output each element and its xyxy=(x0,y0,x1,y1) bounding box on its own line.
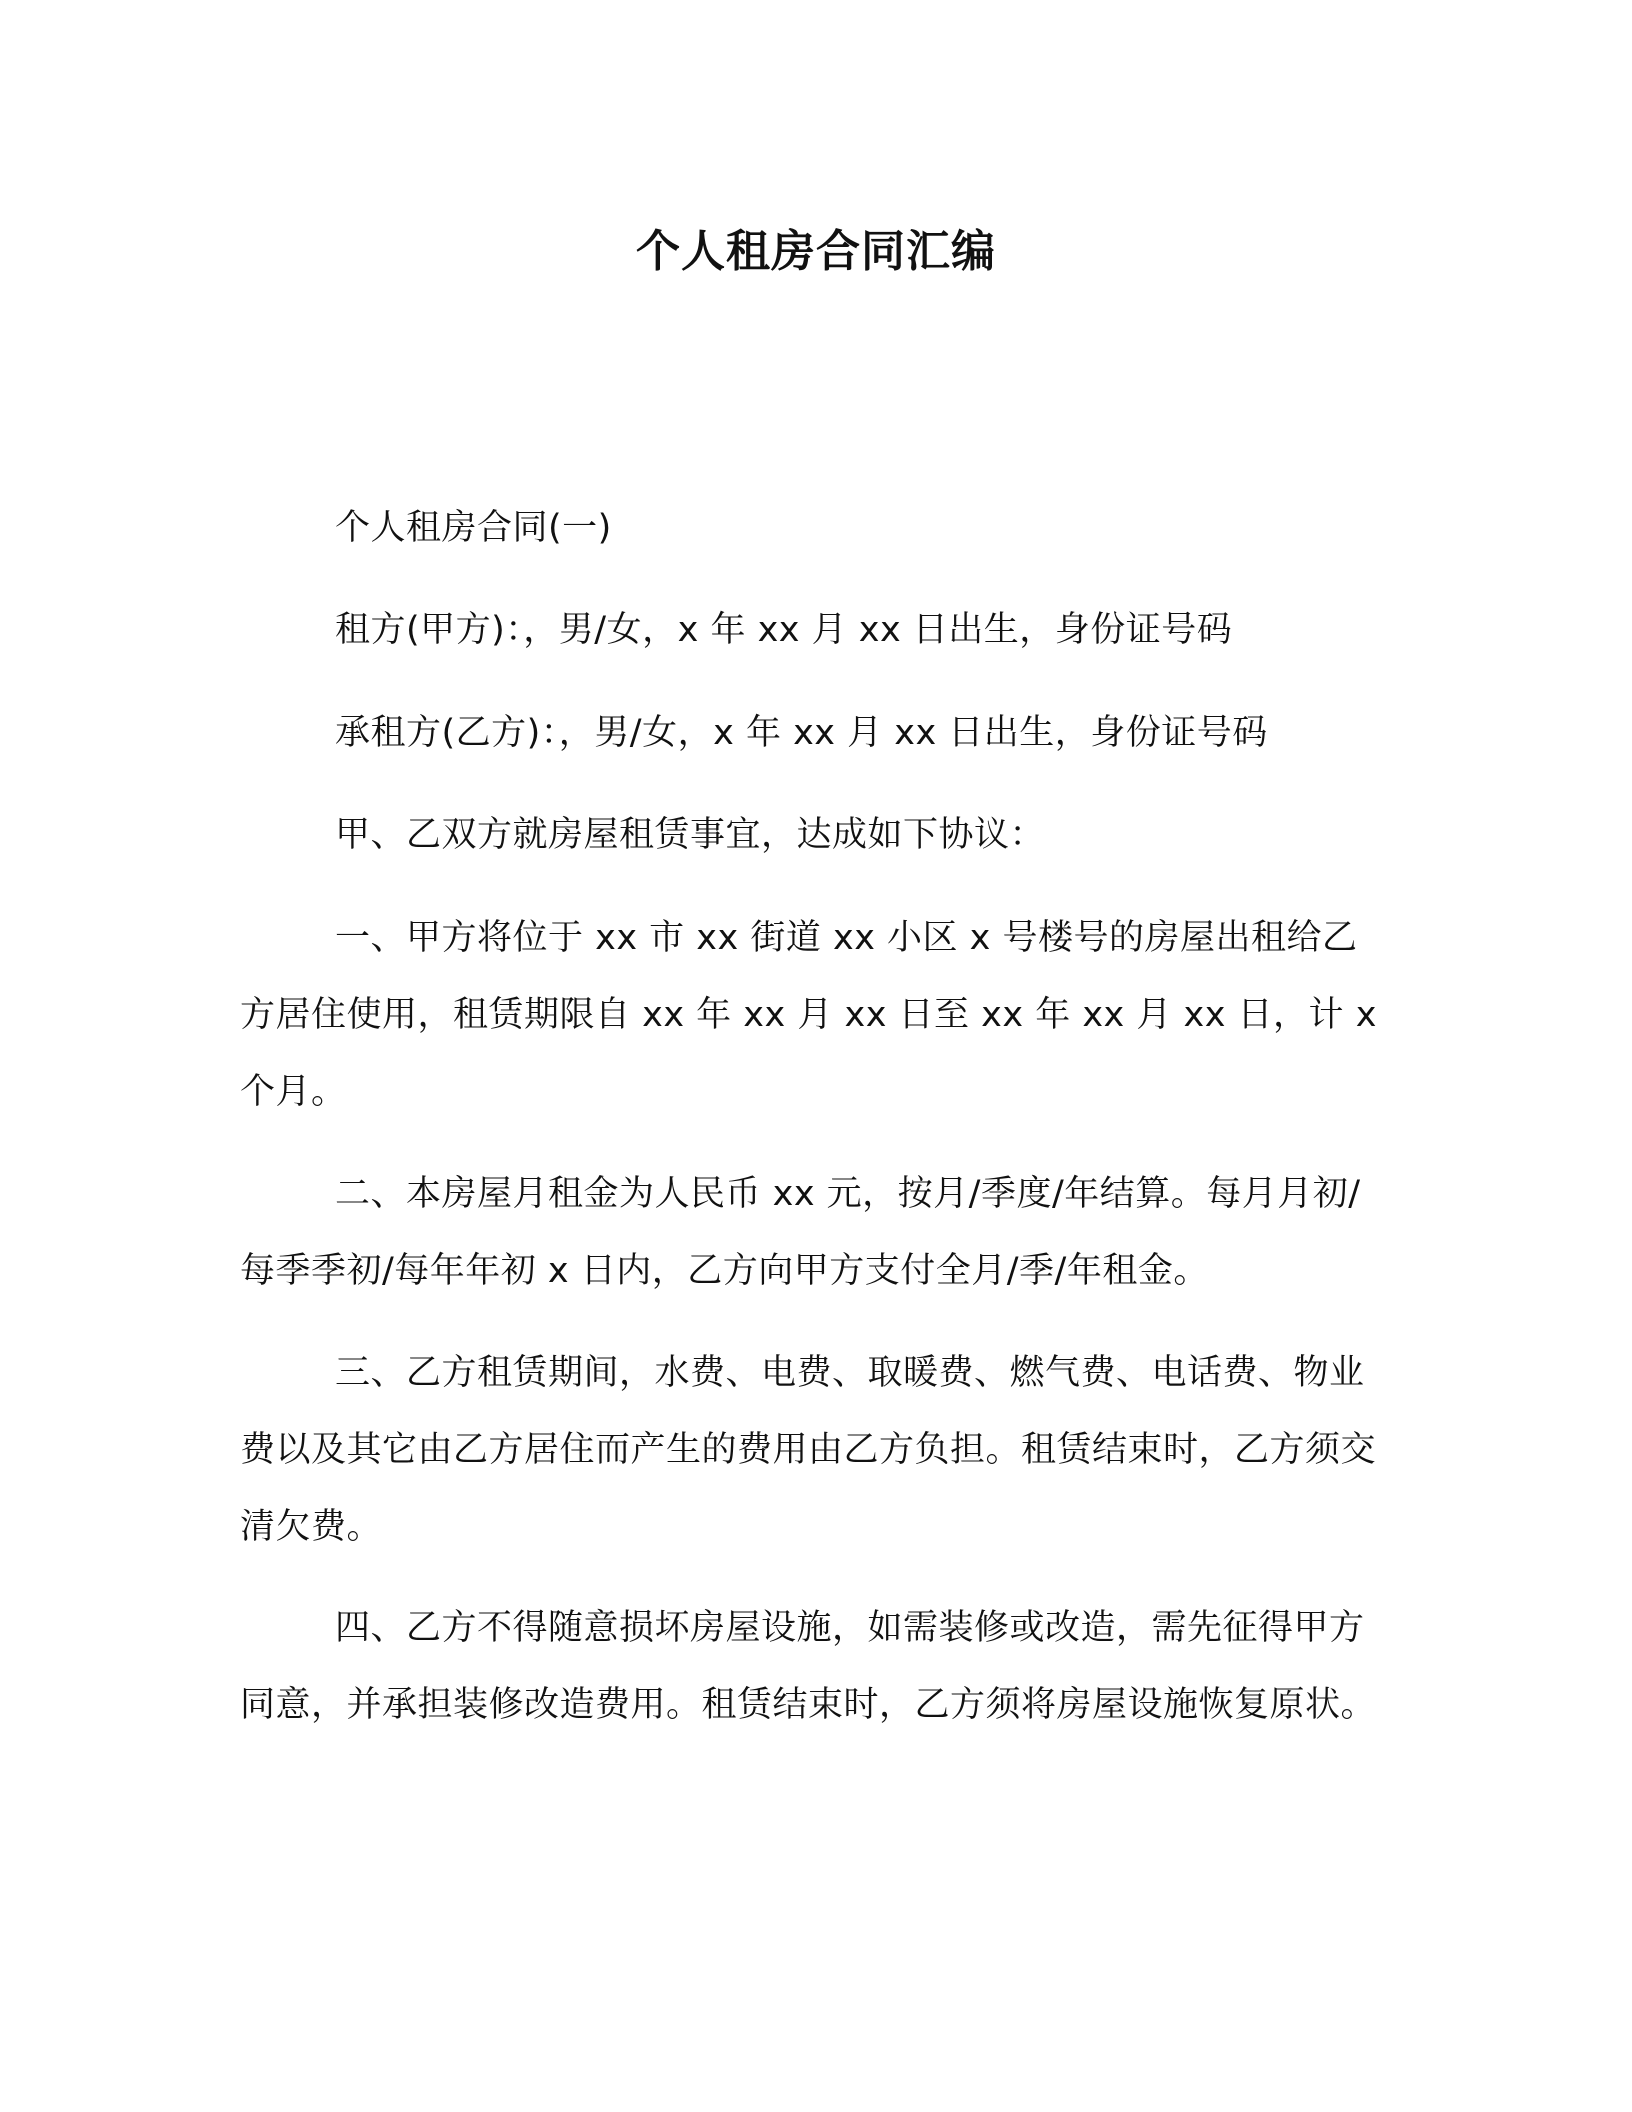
document-title: 个人租房合同汇编 xyxy=(636,226,996,277)
paragraph-clause-2: 二、本房屋月租金为人民币 xx 元，按月/季度/年结算。每月月初/每季季初/每年年初 x 日内，乙方向甲方支付全月/季/年租金。 xyxy=(240,1174,1361,1291)
paragraph-clause-4: 四、乙方不得随意损坏房屋设施，如需装修或改造，需先征得甲方同意，并承担装修改造费用。租赁结束时，乙方须将房屋设施恢复原状。 xyxy=(240,1608,1377,1725)
paragraph-clause-3: 三、乙方租赁期间，水费、电费、取暖费、燃气费、电话费、物业费以及其它由乙方居住而产生的费用由乙方负担。租赁结束时，乙方须交清欠费。 xyxy=(240,1353,1377,1547)
paragraph-clause-1: 一、甲方将位于 xx 市 xx 街道 xx 小区 x 号楼号的房屋出租给乙方居住使用，租赁期限自 xx 年 xx 月 xx 日至 xx 年 xx 月 xx 日，计 x 个月。 xyxy=(240,918,1377,1112)
contract-subtitle: 个人租房合同(一) xyxy=(335,508,612,548)
paragraph-agreement-intro: 甲、乙双方就房屋租赁事宜，达成如下协议： xyxy=(335,815,1046,855)
paragraph-lessee: 承租方(乙方)：，男/女，x 年 xx 月 xx 日出生，身份证号码 xyxy=(335,713,1268,753)
paragraph-lessor: 租方(甲方)：，男/女，x 年 xx 月 xx 日出生，身份证号码 xyxy=(335,610,1233,650)
